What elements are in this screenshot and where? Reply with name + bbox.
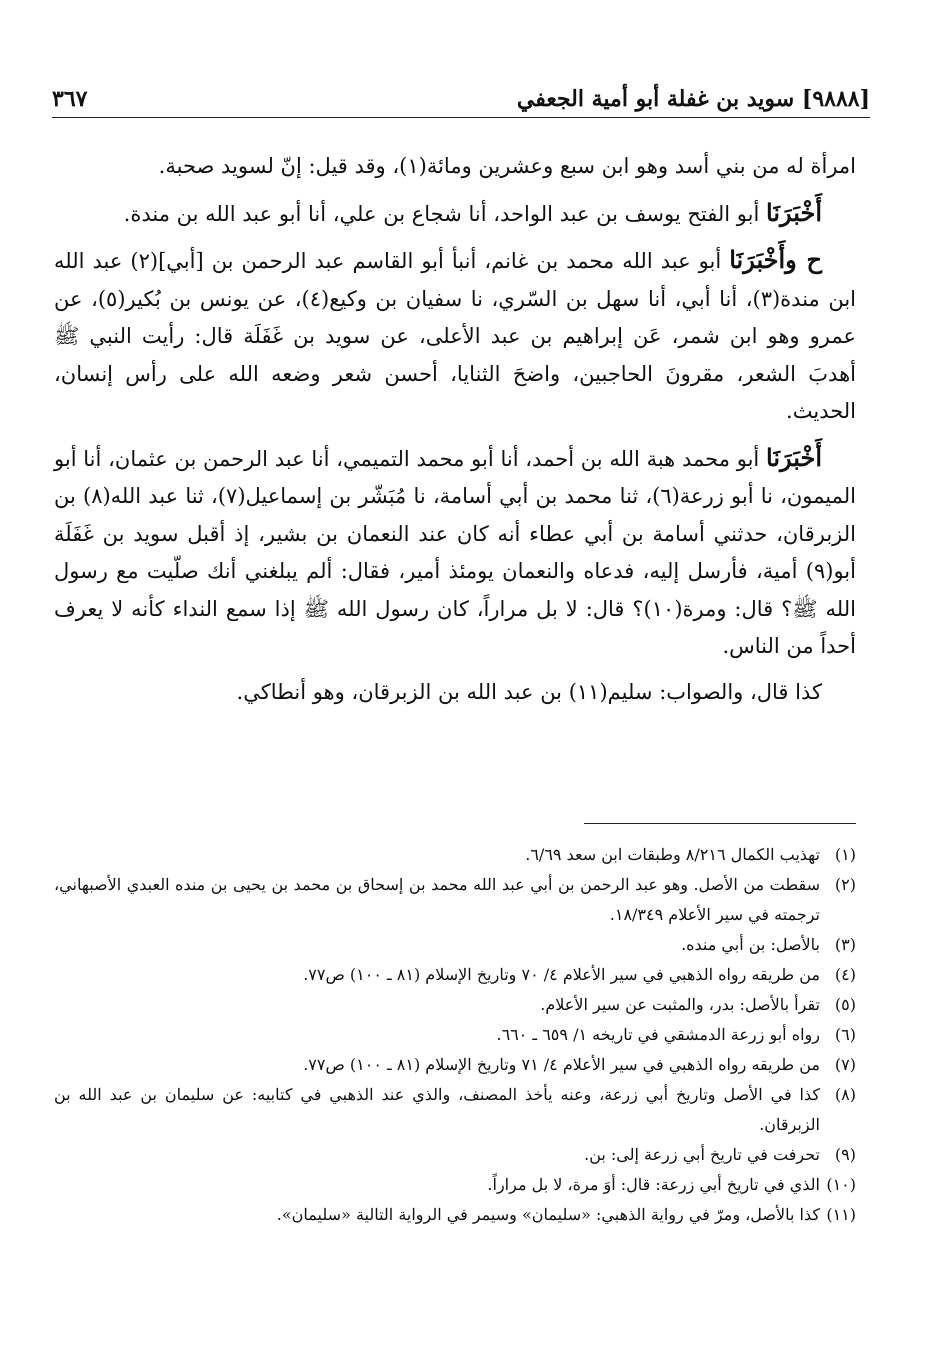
footnote <box>54 1020 856 1050</box>
footnote-number: (١٠) <box>826 1175 856 1194</box>
footnote-divider <box>584 823 856 824</box>
footnote <box>54 1200 856 1230</box>
footnote-number: (٤) <box>834 965 856 984</box>
footnote <box>54 930 856 960</box>
footnote-number: (٧) <box>834 1055 856 1074</box>
footnote-text: بالأصل: بن أبي منده. <box>681 935 820 954</box>
footnote-text: من طريقه رواه الذهبي في سير الأعلام ٤/ ٧١ وتاريخ الإسلام (٨١ ـ ١٠٠) ص٧٧. <box>303 1055 820 1074</box>
footnote-number: (٨) <box>834 1085 856 1104</box>
running-title: [٩٨٨٨] سويد بن غفلة أبو أمية الجعفي <box>516 86 870 112</box>
footnote-text: كذا بالأصل، ومرّ في رواية الذهبي: «سليمان» وسيمر في الرواية التالية «سليمان». <box>276 1205 820 1224</box>
paragraph-2-text: أبو الفتح يوسف بن عبد الواحد، أنا شجاع بن علي، أنا أبو عبد الله بن مندة. <box>123 201 767 226</box>
footnote-number: (٣) <box>834 935 856 954</box>
paragraph-3-text: أبو عبد الله محمد بن غانم، أنبأ أبو القاسم عبد الرحمن بن [أبي](٢) عبد الله ابن مندة(٣)، أنا أبي، أنا سهل بن السّري، نا سفيان بن وكيع(٤)، عن يونس بن بُكير(٥)، عن عمرو وهو ابن شمر، عَن إبراهيم بن عبد الأعلى، عن سويد بن غَفَلَة قال: رأيت النبي ﷺ أهدبَ الشعر، مقرونَ الحاجبين، واضحَ الثنايا، أحسن شعر وضعه الله على رأس إنسان، الحديث. <box>54 249 857 423</box>
footnotes <box>54 840 856 1230</box>
paragraph-4-lead: أَخْبَرَنَا <box>766 442 822 472</box>
paragraph-2 <box>54 194 856 234</box>
footnote <box>54 990 856 1020</box>
footnote-text: كذا في الأصل وتاريخ أبي زرعة، وعنه يأخذ المصنف، والذي عند الذهبي في كتابيه: عن سليمان بن عبد الله بن الزبرقان. <box>54 1085 821 1134</box>
footnote <box>54 870 856 930</box>
footnote-text: الذي في تاريخ أبي زرعة: قال: أوَ مرة، لا بل مراراً. <box>487 1175 820 1194</box>
page-number: ٣٦٧ <box>52 86 88 112</box>
footnote-text: رواه أبو زرعة الدمشقي في تاريخه ١/ ٦٥٩ ـ ٦٦٠. <box>496 1025 820 1044</box>
paragraph-3 <box>54 241 856 431</box>
footnote-number: (١١) <box>826 1205 856 1224</box>
footnote-text: من طريقه رواه الذهبي في سير الأعلام ٤/ ٧٠ وتاريخ الإسلام (٨١ ـ ١٠٠) ص٧٧. <box>303 965 820 984</box>
paragraph-1: امرأة له من بني أسد وهو ابن سبع وعشرين ومائة(١)، وقد قيل: إنّ لسويد صحبة. <box>158 154 856 178</box>
footnote <box>54 1050 856 1080</box>
paragraph-4-text: أبو محمد هبة الله بن أحمد، أنا أبو محمد التميمي، أنا عبد الرحمن بن عثمان، أنا أبو الميمون، نا أبو زرعة(٦)، ثنا محمد بن أبي أسامة، نا مُبَشّر بن إسماعيل(٧)، ثنا عبد الله(٨) بن الزبرقان، حدثني أسامة بن أبي عطاء أنه كان عند النعمان بن بشير، إذ أقبل سويد بن غَفَلَة أبو(٩) أمية، فأرسل إليه، فدعاه والنعمان يومئذ أمير، فقال: ألم يبلغني أنك صلّيت مع رسول الله ﷺ؟ قال: ومرة(١٠)؟ قال: لا بل مراراً، كان رسول الله ﷺ إذا سمع النداء كأنه لا يعرف أحداً من الناس. <box>54 446 857 658</box>
running-header <box>52 78 870 112</box>
footnote-text: تقرأ بالأصل: بدر، والمثبت عن سير الأعلام. <box>540 995 820 1014</box>
footnote <box>54 960 856 990</box>
footnote-number: (١) <box>834 845 856 864</box>
header-divider <box>52 117 870 118</box>
footnote-text: تحرفت في تاريخ أبي زرعة إلى: بن. <box>584 1145 820 1164</box>
footnote <box>54 1140 856 1170</box>
footnote-text: سقطت من الأصل. وهو عبد الرحمن بن أبي عبد الله محمد بن إسحاق بن محمد بن يحيى بن منده العبدي الأصبهاني، ترجمته في سير الأعلام ١٨/٣٤٩. <box>54 875 820 924</box>
footnote <box>54 1080 856 1140</box>
footnote-text: تهذيب الكمال ٨/٢١٦ وطبقات ابن سعد ٦/٦٩. <box>525 845 820 864</box>
paragraph-5: كذا قال، والصواب: سليم(١١) بن عبد الله بن الزبرقان، وهو أنطاكي. <box>236 679 822 704</box>
footnote-number: (٩) <box>834 1145 856 1164</box>
footnote <box>54 840 856 870</box>
footnote-number: (٦) <box>834 1025 856 1044</box>
paragraph-4 <box>54 439 856 666</box>
paragraph-3-lead: ح وأَخْبَرَنَا <box>729 245 822 274</box>
footnote-number: (٥) <box>834 995 856 1014</box>
footnote-number: (٢) <box>834 875 856 894</box>
main-text <box>54 148 856 711</box>
paragraph-2-lead: أَخْبَرَنَا <box>766 197 822 227</box>
footnote <box>54 1170 856 1200</box>
